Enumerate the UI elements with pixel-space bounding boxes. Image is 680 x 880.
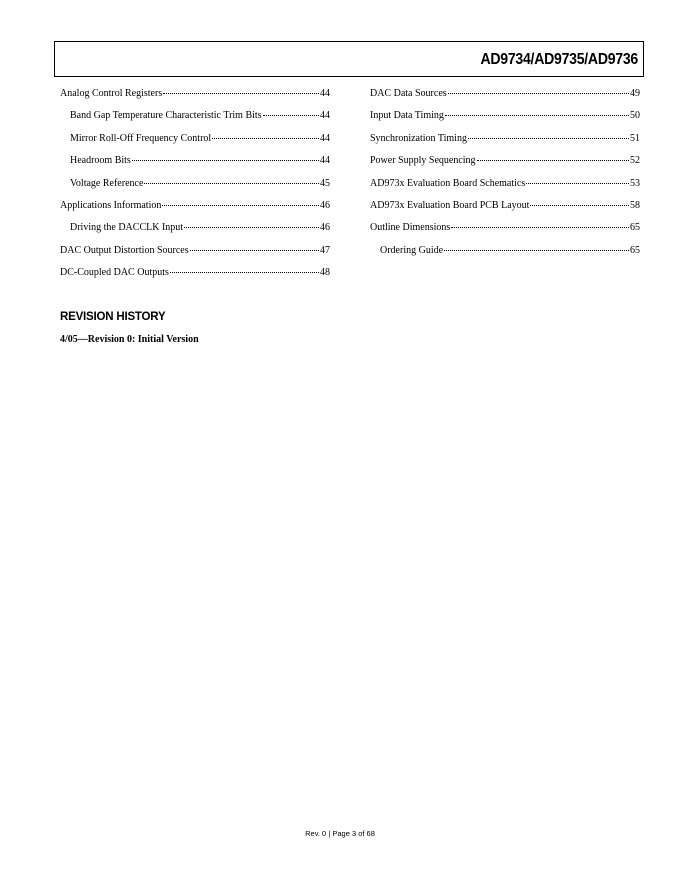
toc-entry[interactable] [370, 109, 640, 131]
toc-entry-page-number: 51 [630, 132, 640, 144]
toc-entry-label: Analog Control Registers [60, 88, 163, 99]
toc-entry[interactable] [370, 177, 640, 199]
toc-entry-page-number: 58 [630, 199, 640, 211]
toc-entry-label: AD973x Evaluation Board PCB Layout [370, 199, 530, 211]
toc-entry-label: Band Gap Temperature Characteristic Trim Bits [70, 110, 262, 122]
toc-entry[interactable] [60, 109, 330, 131]
toc-entry-page-number: 65 [630, 244, 640, 256]
toc-entry-page-number: 52 [630, 155, 640, 167]
toc-entry-label: Outline Dimensions [370, 222, 451, 234]
toc-entry[interactable] [370, 154, 640, 176]
toc-left-column [60, 87, 330, 289]
toc-entry-label: Driving the DACCLK Input [70, 222, 184, 234]
toc-entry-page-number: 46 [320, 222, 330, 234]
toc-entry[interactable] [60, 221, 330, 243]
toc-dot-leader [212, 138, 319, 139]
document-title: AD9734/AD9735/AD9736 [480, 51, 638, 68]
toc-entry[interactable] [370, 132, 640, 154]
toc-entry-label: DAC Data Sources [370, 88, 447, 99]
page-header [54, 41, 644, 77]
toc-entry-page-number: 44 [320, 110, 330, 122]
toc-entry-label: DC-Coupled DAC Outputs [60, 267, 169, 279]
toc-entry-page-number: 50 [630, 110, 640, 122]
toc-dot-leader [526, 183, 629, 184]
revision-history-entry: 4/05—Revision 0: Initial Version [60, 334, 199, 345]
toc-dot-leader [162, 205, 319, 206]
toc-dot-leader [163, 93, 319, 94]
toc-entry-label: AD973x Evaluation Board Schematics [370, 177, 526, 189]
toc-entry-page-number: 47 [320, 244, 330, 256]
toc-entry-label: Power Supply Sequencing [370, 155, 476, 167]
toc-dot-leader [468, 138, 629, 139]
toc-dot-leader [444, 250, 629, 251]
toc-entry[interactable] [60, 132, 330, 154]
toc-entry-page-number: 49 [630, 88, 640, 99]
page-footer: Rev. 0 | Page 3 of 68 [305, 829, 375, 838]
toc-entry[interactable] [60, 244, 330, 266]
toc-entry[interactable] [60, 199, 330, 221]
toc-entry-page-number: 45 [320, 177, 330, 189]
revision-history-heading: REVISION HISTORY [60, 311, 166, 323]
toc-entry-label: Headroom Bits [70, 155, 131, 167]
toc-entry[interactable] [370, 221, 640, 243]
toc-entry-page-number: 44 [320, 132, 330, 144]
toc-entry[interactable] [60, 266, 330, 288]
toc-dot-leader [190, 250, 319, 251]
toc-entry-page-number: 65 [630, 222, 640, 234]
toc-dot-leader [184, 227, 319, 228]
toc-dot-leader [530, 205, 629, 206]
toc-dot-leader [445, 115, 629, 116]
toc-entry[interactable] [370, 199, 640, 221]
toc-entry-page-number: 44 [320, 155, 330, 167]
toc-entry-page-number: 44 [320, 88, 330, 99]
toc-entry[interactable] [60, 87, 330, 109]
toc-entry-label: Ordering Guide [380, 244, 444, 256]
toc-entry[interactable] [60, 154, 330, 176]
toc-entry-label: Applications Information [60, 199, 162, 211]
toc-entry[interactable] [370, 244, 640, 266]
toc-dot-leader [144, 183, 319, 184]
toc-entry-label: Input Data Timing [370, 110, 444, 122]
toc-dot-leader [451, 227, 629, 228]
toc-dot-leader [132, 160, 319, 161]
toc-entry-page-number: 46 [320, 199, 330, 211]
toc-right-column [370, 87, 640, 266]
toc-entry-label: Mirror Roll-Off Frequency Control [70, 132, 212, 144]
toc-entry-page-number: 53 [630, 177, 640, 189]
toc-dot-leader [170, 272, 319, 273]
toc-entry[interactable] [370, 87, 640, 109]
toc-entry-label: DAC Output Distortion Sources [60, 244, 189, 256]
toc-dot-leader [263, 115, 319, 116]
toc-entry-label: Synchronization Timing [370, 132, 467, 144]
toc-entry-page-number: 48 [320, 267, 330, 279]
toc-dot-leader [477, 160, 629, 161]
toc-entry-label: Voltage Reference [70, 177, 144, 189]
toc-entry[interactable] [60, 177, 330, 199]
toc-dot-leader [448, 93, 629, 94]
